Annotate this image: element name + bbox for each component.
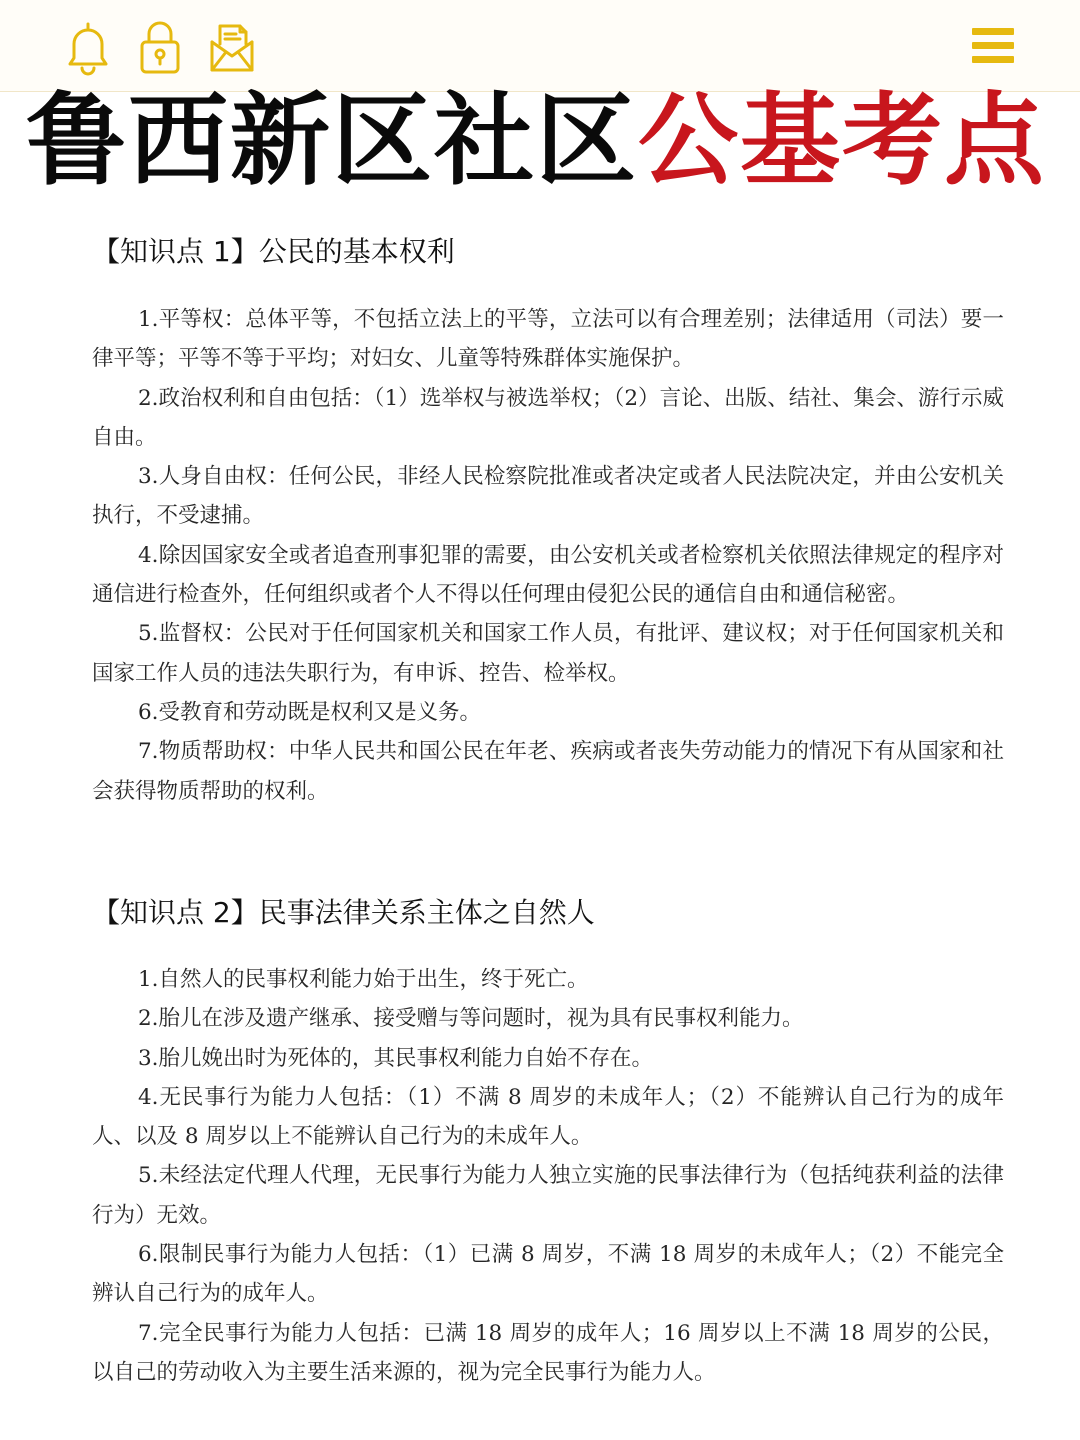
mail-icon[interactable] bbox=[206, 18, 258, 76]
section-2-item-3: 3.胎儿娩出时为死体的，其民事权利能力自始不存在。 bbox=[138, 1045, 654, 1071]
section-1-item-5: 5.监督权：公民对于任何国家机关和国家工作人员，有批评、建议权；对于任何国家机关和国家工作人员的违法失职行为，有申诉、控告、检举权。 bbox=[92, 621, 1004, 686]
page-title bbox=[26, 82, 1080, 200]
section-2-item-6: 6.限制民事行为能力人包括：（1）已满 8 周岁，不满 18 周岁的未成年人；（2）不能完全辨认自己行为的成年人。 bbox=[92, 1242, 1004, 1307]
section-2-heading: 【知识点 2】民事法律关系主体之自然人 bbox=[92, 896, 595, 929]
section-2-item-4: 4.无民事行为能力人包括：（1）不满 8 周岁的未成年人；（2）不能辨认自己行为的成年人、以及 8 周岁以上不能辨认自己行为的未成年人。 bbox=[92, 1084, 1004, 1150]
section-1-body bbox=[92, 300, 1004, 811]
section-1-item-3: 3.人身自由权：任何公民，非经人民检察院批准或者决定或者人民法院决定，并由公安机关执行，不受逮捕。 bbox=[92, 464, 1004, 529]
bell-icon[interactable] bbox=[62, 18, 114, 76]
menu-icon[interactable] bbox=[972, 28, 1014, 66]
section-2-item-2: 2.胎儿在涉及遗产继承、接受赠与等问题时，视为具有民事权利能力。 bbox=[138, 1006, 804, 1032]
section-2-item-1: 1.自然人的民事权利能力始于出生，终于死亡。 bbox=[138, 967, 589, 992]
section-1-item-1: 1.平等权：总体平等，不包括立法上的平等，立法可以有合理差别；法律适用（司法）要一律平等；平等不等于平均；对妇女、儿童等特殊群体实施保护。 bbox=[92, 307, 1004, 372]
section-2-item-5: 5.未经法定代理人代理，无民事行为能力人独立实施的民事法律行为（包括纯获利益的法律行为）无效。 bbox=[92, 1163, 1004, 1228]
section-1-heading: 【知识点 1】公民的基本权利 bbox=[92, 235, 455, 268]
lock-icon[interactable] bbox=[134, 18, 186, 76]
section-1-item-6: 6.受教育和劳动既是权利又是义务。 bbox=[138, 699, 482, 725]
section-1-item-4: 4.除因国家安全或者追查刑事犯罪的需要，由公安机关或者检察机关依照法律规定的程序对通信进行检查外，任何组织或者个人不得以任何理由侵犯公民的通信自由和通信秘密。 bbox=[92, 542, 1004, 608]
section-1-item-2: 2.政治权利和自由包括：（1）选举权与被选举权；（2）言论、出版、结社、集会、游行示威自由。 bbox=[92, 385, 1004, 450]
title-black-part: 鲁西新区社区 bbox=[26, 82, 638, 199]
title-red-part: 公基考点 bbox=[638, 82, 1046, 199]
top-toolbar bbox=[0, 0, 1080, 92]
section-1-item-7: 7.物质帮助权：中华人民共和国公民在年老、疾病或者丧失劳动能力的情况下有从国家和社会获得物质帮助的权利。 bbox=[92, 739, 1004, 804]
section-2-item-7: 7.完全民事行为能力人包括：已满 18 周岁的成年人；16 周岁以上不满 18 周岁的公民，以自己的劳动收入为主要生活来源的，视为完全民事行为能力人。 bbox=[92, 1320, 1004, 1385]
section-2-body bbox=[92, 960, 1004, 1392]
